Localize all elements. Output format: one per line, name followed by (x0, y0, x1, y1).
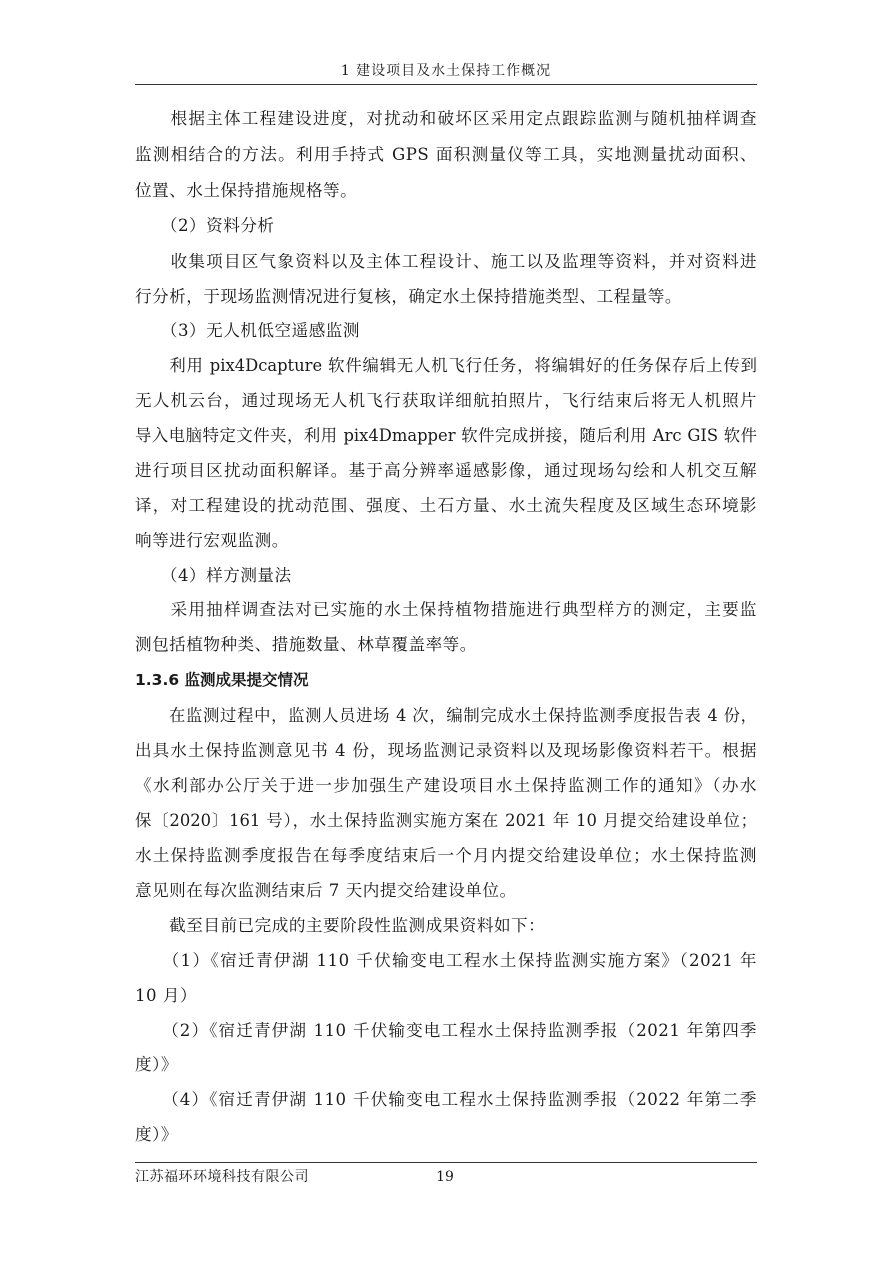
body-line: 意见则在每次监测结束后 7 天内提交给建设单位。 (135, 881, 517, 900)
body-line: 水土保持监测季度报告在每季度结束后一个月内提交给建设单位；水土保持监测 (135, 846, 757, 865)
subheading: （3）无人机低空遥感监测 (135, 321, 360, 340)
section-heading: 1.3.6 监测成果提交情况 (135, 671, 309, 689)
body-line: 采用抽样调查法对已实施的水土保持植物措施进行典型样方的测定，主要监 (135, 600, 757, 619)
list-item: （1）《宿迁青伊湖 110 千伏输变电工程水土保持监测实施方案》（2021 年 (135, 951, 757, 970)
body-line: 收集项目区气象资料以及主体工程设计、施工以及监理等资料，并对资料进 (135, 252, 757, 271)
body-line: 保〔2020〕161 号），水土保持监测实施方案在 2021 年 10 月提交给建设单位； (135, 811, 757, 830)
body-line: 导入电脑特定文件夹，利用 pix4Dmapper 软件完成拼接，随后利用 Arc GIS 软件 (135, 426, 757, 445)
body-line: 响等进行宏观监测。 (135, 531, 289, 550)
list-item: （4）《宿迁青伊湖 110 千伏输变电工程水土保持监测季报（2022 年第二季 (135, 1090, 757, 1109)
footer-company: 江苏福环环境科技有限公司 (135, 1169, 309, 1185)
body-line: 根据主体工程建设进度，对扰动和破坏区采用定点跟踪监测与随机抽样调查 (135, 109, 757, 128)
body-line: 测包括植物种类、措施数量、林草覆盖率等。 (135, 635, 477, 654)
body-line: 截至目前已完成的主要阶段性监测成果资料如下： (135, 916, 546, 935)
list-item: （2）《宿迁青伊湖 110 千伏输变电工程水土保持监测季报（2021 年第四季 (135, 1021, 757, 1040)
body-line: 出具水土保持监测意见书 4 份，现场监测记录资料以及现场影像资料若干。根据 (135, 741, 757, 760)
list-item-continuation: 度）》 (135, 1125, 178, 1144)
list-item-continuation: 10 月） (135, 986, 198, 1005)
list-item-continuation: 度）》 (135, 1055, 178, 1074)
body-line: 进行项目区扰动面积解译。基于高分辨率遥感影像，通过现场勾绘和人机交互解 (135, 461, 757, 480)
body-line: 无人机云台，通过现场无人机飞行获取详细航拍照片，飞行结束后将无人机照片 (135, 391, 757, 410)
header-rule (135, 84, 757, 85)
footer-rule (135, 1162, 757, 1163)
body-line: 行分析，于现场监测情况进行复核，确定水土保持措施类型、工程量等。 (135, 287, 682, 306)
body-line: 利用 pix4Dcapture 软件编辑无人机飞行任务，将编辑好的任务保存后上传到 (135, 356, 757, 375)
body-line: 译，对工程建设的扰动范围、强度、土石方量、水土流失程度及区域生态环境影 (135, 496, 757, 515)
subheading: （4）样方测量法 (135, 566, 292, 585)
running-header: 1 建设项目及水土保持工作概况 (340, 63, 552, 79)
body-line: 《水利部办公厅关于进一步加强生产建设项目水土保持监测工作的通知》（办水 (135, 776, 757, 795)
page-number: 19 (436, 1169, 454, 1185)
body-line: 在监测过程中，监测人员进场 4 次，编制完成水土保持监测季度报告表 4 份， (135, 706, 757, 725)
body-line: 监测相结合的方法。利用手持式 GPS 面积测量仪等工具，实地测量扰动面积、 (135, 145, 757, 164)
body-line: 位置、水土保持措施规格等。 (135, 181, 358, 200)
subheading: （2）资料分析 (135, 216, 275, 235)
